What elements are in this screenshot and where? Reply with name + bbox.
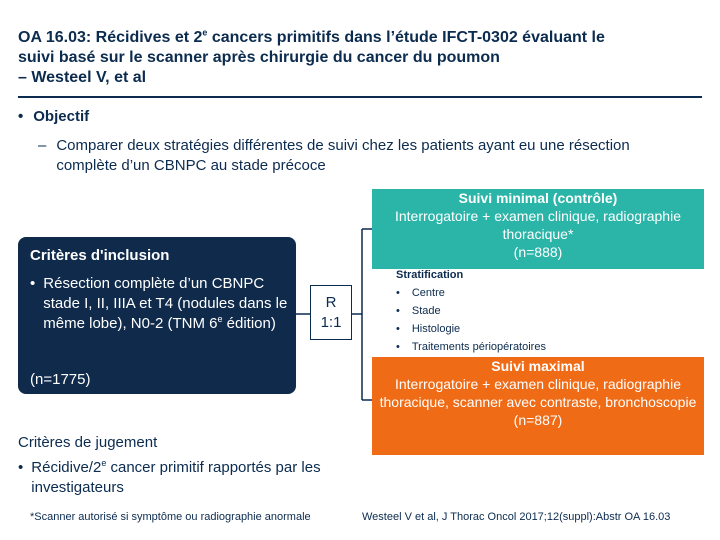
objective-label: Objectif xyxy=(33,108,90,125)
objective-heading xyxy=(18,108,89,125)
inclusion-text: Résection complète d’un CBNPC stade I, II, IIIA et T4 (nodules dans le même lobe), N0-2 (TNM 6e édition) xyxy=(43,275,288,332)
inclusion-count: (n=1775) xyxy=(30,371,91,388)
title-line-1: OA 16.03: Récidives et 2e cancers primitifs dans l’étude IFCT-0302 évaluant le xyxy=(18,27,605,46)
arm-maximal-count: (n=887) xyxy=(513,412,563,428)
bullet-icon: • xyxy=(18,459,24,476)
randomization-box xyxy=(310,285,352,340)
title-line-3: – Westeel V, et al xyxy=(18,69,147,86)
dash-icon: – xyxy=(38,137,47,154)
arm-maximal-box xyxy=(372,357,704,455)
randomization-label: R xyxy=(325,294,337,311)
arm-minimal-title: Suivi minimal (contrôle) xyxy=(458,190,618,206)
arm-minimal-box xyxy=(372,189,704,269)
endpoints-text: Récidive/2e cancer primitif rapportés par les investigateurs xyxy=(31,458,321,496)
inclusion-item xyxy=(30,274,288,334)
stratification-item: • Stade xyxy=(396,305,441,317)
stratification-item: • Histologie xyxy=(396,323,461,335)
footnote: *Scanner autorisé si symptôme ou radiographie anormale xyxy=(30,511,311,523)
reference: Westeel V et al, J Thorac Oncol 2017;12(suppl):Abstr OA 16.03 xyxy=(362,511,671,523)
bullet-icon: • xyxy=(30,275,36,292)
inclusion-header: Critères d'inclusion xyxy=(30,247,170,264)
stratification-item: • Traitements périopératoires xyxy=(396,341,546,353)
arm-minimal-count: (n=888) xyxy=(513,244,563,260)
inclusion-criteria-box xyxy=(18,237,296,394)
stratification-list xyxy=(396,266,546,356)
objective-description: Comparer deux stratégies différentes de suivi chez les patients ayant eu une résection complète d’un CBNPC au stade précoce xyxy=(56,137,630,174)
title-divider xyxy=(18,96,702,98)
bullet-icon: • xyxy=(18,108,24,125)
stratification-item: • Centre xyxy=(396,287,445,299)
arm-minimal-description: Interrogatoire + examen clinique, radiographie thoracique* xyxy=(394,208,681,242)
title-line-2: suivi basé sur le scanner après chirurgie du cancer du poumon xyxy=(18,49,500,66)
arm-maximal-description: Interrogatoire + examen clinique, radiographie thoracique, scanner avec contraste, bronchoscopie xyxy=(379,376,697,410)
arm-maximal-title: Suivi maximal xyxy=(491,358,585,374)
objective-text xyxy=(38,136,688,176)
stratification-title: Stratification xyxy=(396,269,464,281)
randomization-ratio: 1:1 xyxy=(320,314,342,331)
endpoints-header: Critères de jugement xyxy=(18,434,158,451)
endpoints-item xyxy=(18,458,358,498)
slide-title xyxy=(18,28,698,88)
